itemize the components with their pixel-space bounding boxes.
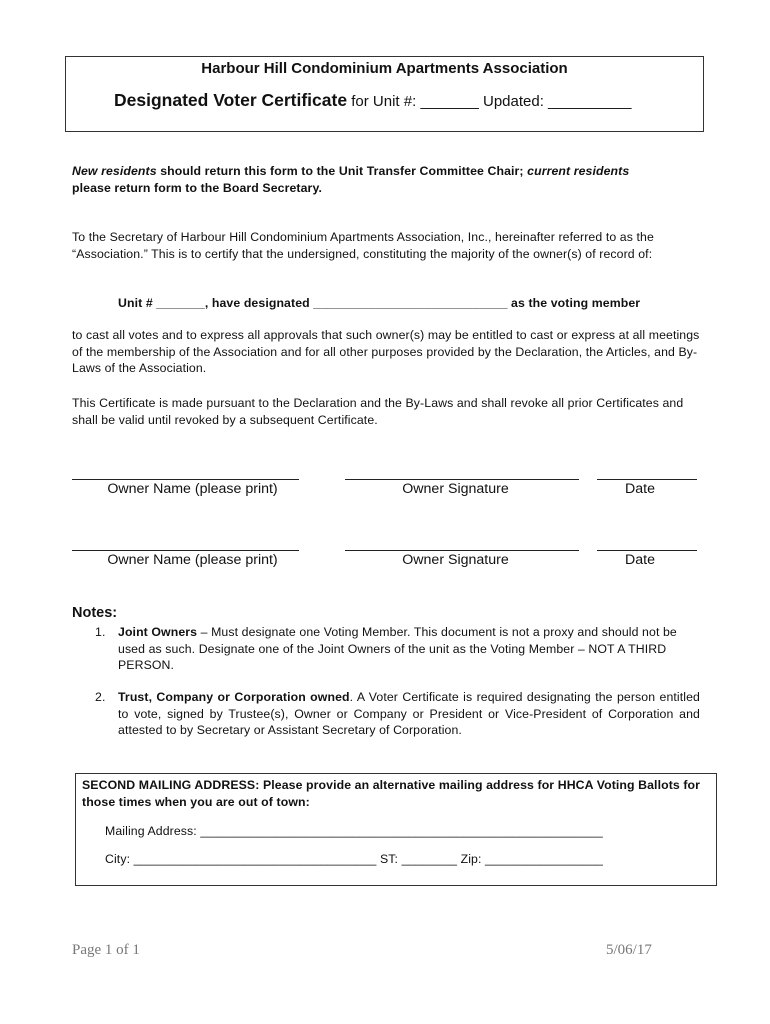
unit-updated-fields: for Unit #: _______ Updated: __________	[347, 93, 632, 110]
note-item	[118, 624, 700, 674]
note-heading: Joint Owners	[118, 625, 198, 639]
owner-signature-line[interactable]	[345, 479, 579, 480]
validity-paragraph: This Certificate is made pursuant to the Declaration and the By-Laws and shall revoke all prior Certificates and shall be valid until revoked by a subsequent Certificate.	[72, 396, 684, 427]
mailing-address-field[interactable]: Mailing Address: __________________________________________________________	[105, 824, 603, 838]
notes-title: Notes:	[72, 605, 118, 621]
instruction-text-2: please return form to the Board Secretary.	[72, 180, 322, 195]
date-line[interactable]	[597, 550, 697, 551]
note-heading: Trust, Company or Corporation owned	[118, 690, 350, 704]
certificate-title-line	[114, 90, 631, 111]
certificate-title: Designated Voter Certificate	[114, 90, 348, 110]
date-line[interactable]	[597, 479, 697, 480]
note-number: 1.	[95, 625, 106, 639]
new-residents-label: New residents	[72, 164, 157, 178]
owner-name-label: Owner Name (please print)	[107, 552, 278, 568]
date-label: Date	[625, 552, 655, 568]
city-state-zip-field[interactable]: City: ___________________________________ ST: ________ Zip: _________________	[105, 852, 603, 866]
owner-signature-line[interactable]	[345, 550, 579, 551]
note-text: – Must designate one Voting Member. This document is not a proxy and should not be used as such. Designate one of the Joint Owners of the unit as the Voting Member – NOT A THIRD PERSON.	[118, 625, 677, 672]
owner-name-line[interactable]	[72, 479, 299, 480]
note-number: 2.	[95, 690, 106, 704]
mailing-address-heading: SECOND MAILING ADDRESS: Please provide an alternative mailing address for HHCA Voting Ballots for those times when you are out of town:	[82, 778, 701, 809]
owner-signature-label: Owner Signature	[402, 552, 509, 568]
intro-paragraph: To the Secretary of Harbour Hill Condominium Apartments Association, Inc., hereinafter referred to as the “Association.” This is to certify that the undersigned, constituting the majority of the owner(s) of record of:	[72, 230, 654, 261]
owner-signature-label: Owner Signature	[402, 481, 509, 497]
note-item	[118, 689, 700, 739]
date-label: Date	[625, 481, 655, 497]
note-text: . A Voter Certificate is required designating the person entitled to vote, signed by Trustee(s), Owner or Company or President or Vice-President of Corporation and attested to by Secretary or Assistant Secretary of Corporation.	[118, 690, 700, 737]
organization-name: Harbour Hill Condominium Apartments Association	[201, 60, 568, 77]
page-number: Page 1 of 1	[72, 942, 140, 958]
current-residents-label: current residents	[527, 164, 630, 178]
unit-designation-line: Unit # _______, have designated ____________________________ as the voting member	[118, 296, 641, 310]
owner-name-label: Owner Name (please print)	[107, 481, 278, 497]
return-instructions	[72, 163, 702, 196]
revision-date: 5/06/17	[606, 942, 652, 958]
instruction-text-1: should return this form to the Unit Transfer Committee Chair;	[156, 164, 528, 178]
voting-authority-paragraph: to cast all votes and to express all approvals that such owner(s) may be entitled to cast or express at all meetings of the membership of the Association and for all other purposes provided by the Declaration, the Articles, and By-Laws of the Association.	[72, 328, 700, 375]
owner-name-line[interactable]	[72, 550, 299, 551]
